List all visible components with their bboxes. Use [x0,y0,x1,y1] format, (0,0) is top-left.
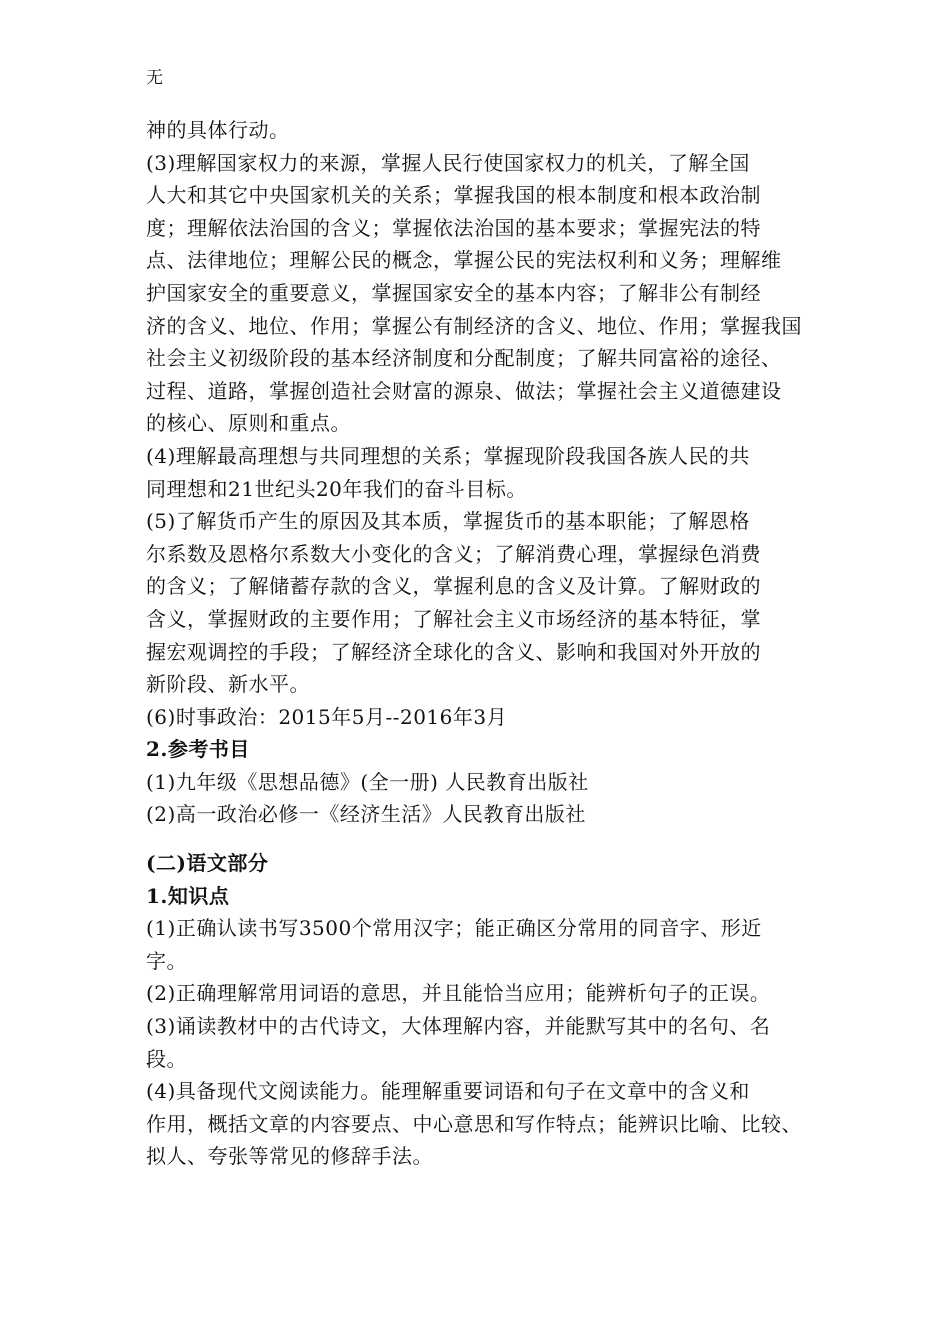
text-line: (5)了解货币产生的原因及其本质，掌握货币的基本职能；了解恩格 [146,509,750,534]
text-line: (2)正确理解常用词语的意思，并且能恰当应用；能辨析句子的正误。 [146,981,771,1006]
text-line: 济的含义、地位、作用；掌握公有制经济的含义、地位、作用；掌握我国 [146,313,802,338]
text-line: 尔系数及恩格尔系数大小变化的含义；了解消费心理，掌握绿色消费 [146,541,761,566]
text-line: 作用，概括文章的内容要点、中心意思和写作特点；能辨识比喻、比较、 [146,1111,802,1136]
text-line: 度；理解依法治国的含义；掌握依法治国的基本要求；掌握宪法的特 [146,215,761,240]
text-line: 拟人、夸张等常见的修辞手法。 [146,1144,433,1169]
text-line: (4)理解最高理想与共同理想的关系；掌握现阶段我国各族人民的共 [146,443,750,468]
section-heading-chinese: (二)语文部分 [146,851,269,876]
text-line: 护国家安全的重要意义，掌握国家安全的基本内容；了解非公有制经 [146,280,761,305]
text-line: (6)时事政治：2015年5月--2016年3月 [146,704,508,729]
text-line: 的核心、原则和重点。 [146,411,351,436]
text-line: 人大和其它中央国家机关的关系；掌握我国的根本制度和根本政治制 [146,183,761,208]
text-line: 新阶段、新水平。 [146,672,310,697]
section-heading-reference-books: 2.参考书目 [146,737,250,762]
text-line: 的含义；了解储蓄存款的含义，掌握利息的含义及计算。了解财政的 [146,574,761,599]
text-line: 同理想和21世纪头20年我们的奋斗目标。 [146,476,527,501]
text-line: (1)正确认读书写3500个常用汉字；能正确区分常用的同音字、形近 [146,916,762,941]
text-line: (4)具备现代文阅读能力。能理解重要词语和句子在文章中的含义和 [146,1079,750,1104]
page-header: 无 [146,68,163,88]
text-line: 点、法律地位；理解公民的概念，掌握公民的宪法权利和义务；理解维 [146,248,782,273]
text-line: 含义，掌握财政的主要作用；了解社会主义市场经济的基本特征，掌 [146,606,761,631]
subsection-heading-knowledge: 1.知识点 [146,883,230,908]
text-line: 字。 [146,948,187,973]
text-line: 段。 [146,1046,187,1071]
text-line: 握宏观调控的手段；了解经济全球化的含义、影响和我国对外开放的 [146,639,761,664]
text-line: (3)诵读教材中的古代诗文，大体理解内容，并能默写其中的名句、名 [146,1014,771,1039]
text-line: 社会主义初级阶段的基本经济制度和分配制度；了解共同富裕的途径、 [146,346,782,371]
text-line: 神的具体行动。 [146,118,290,142]
text-line: (3)理解国家权力的来源，掌握人民行使国家权力的机关，了解全国 [146,150,750,175]
reference-item: (2)高一政治必修一《经济生活》人民教育出版社 [146,802,586,827]
document-body [146,114,836,1173]
text-line: 过程、道路，掌握创造社会财富的源泉、做法；掌握社会主义道德建设 [146,378,782,403]
reference-item: (1)九年级《思想品德》(全一册) 人民教育出版社 [146,769,589,794]
